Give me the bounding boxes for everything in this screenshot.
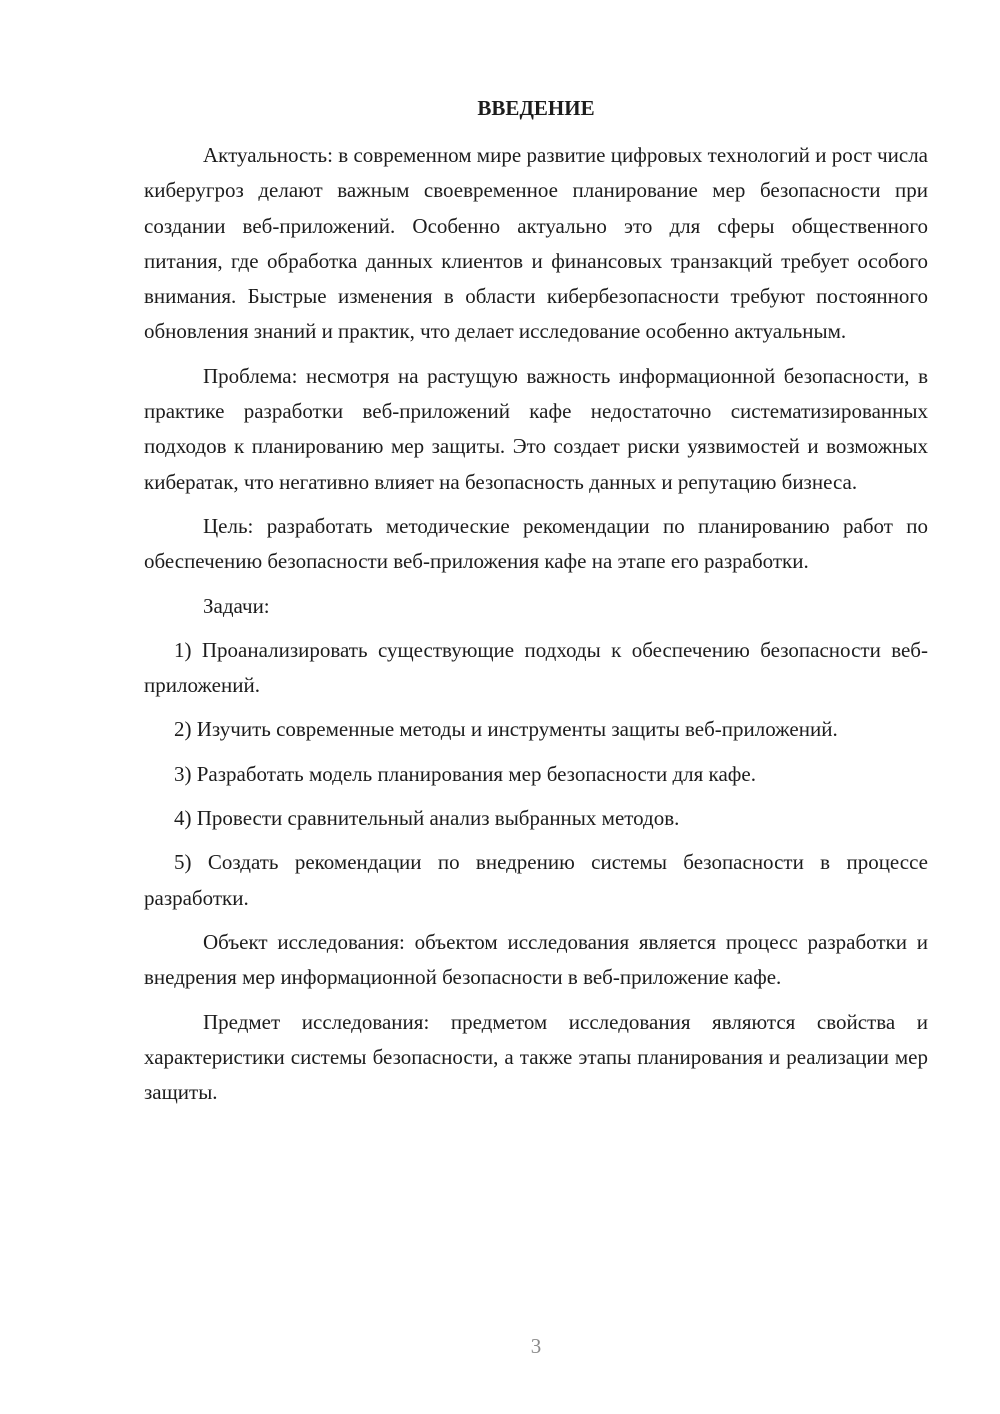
paragraph-tasks-heading: Задачи: — [203, 593, 270, 618]
page-number: 3 — [530, 1334, 542, 1358]
paragraph-subject: Предмет исследования: предметом исследования являются свойства и характеристики системы безопасности, а также этапы планирования и реализации мер защиты. — [144, 1009, 928, 1105]
paragraph-goal: Цель: разработать методические рекомендации по планированию работ по обеспечению безопасности веб-приложения кафе на этапе его разработки. — [144, 513, 928, 574]
paragraph-problem: Проблема: несмотря на растущую важность информационной безопасности, в практике разработки веб-приложений кафе недостаточно систематизированных подходов к планированию мер защиты. Это создает риски уязвимостей и возможных кибератак, что негативно влияет на безопасность данных и репутацию бизнеса. — [144, 363, 928, 494]
task-item: 2) Изучить современные методы и инструменты защиты веб-приложений. — [174, 717, 838, 742]
task-item: 1) Проанализировать существующие подходы к обеспечению безопасности веб-приложений. — [144, 637, 928, 698]
task-item: 5) Создать рекомендации по внедрению системы безопасности в процессе разработки. — [144, 850, 928, 910]
task-item: 3) Разработать модель планирования мер безопасности для кафе. — [174, 761, 756, 786]
paragraph-object: Объект исследования: объектом исследования является процесс разработки и внедрения мер информационной безопасности в веб-приложение кафе. — [144, 929, 928, 990]
section-title: ВВЕДЕНИЕ — [477, 96, 595, 120]
paragraph-relevance: Актуальность: в современном мире развитие цифровых технологий и рост числа киберугроз делают важным своевременное планирование мер безопасности при создании веб-приложений. Особенно актуально это для сферы общественного питания, где обработка данных клиентов и финансовых транзакций требует особого внимания. Быстрые изменения в области кибербезопасности требуют постоянного обновления знаний и практик, что делает исследование особенно актуальным. — [144, 143, 928, 344]
document-page — [144, 96, 928, 1119]
task-item: 4) Провести сравнительный анализ выбранных методов. — [174, 806, 680, 831]
